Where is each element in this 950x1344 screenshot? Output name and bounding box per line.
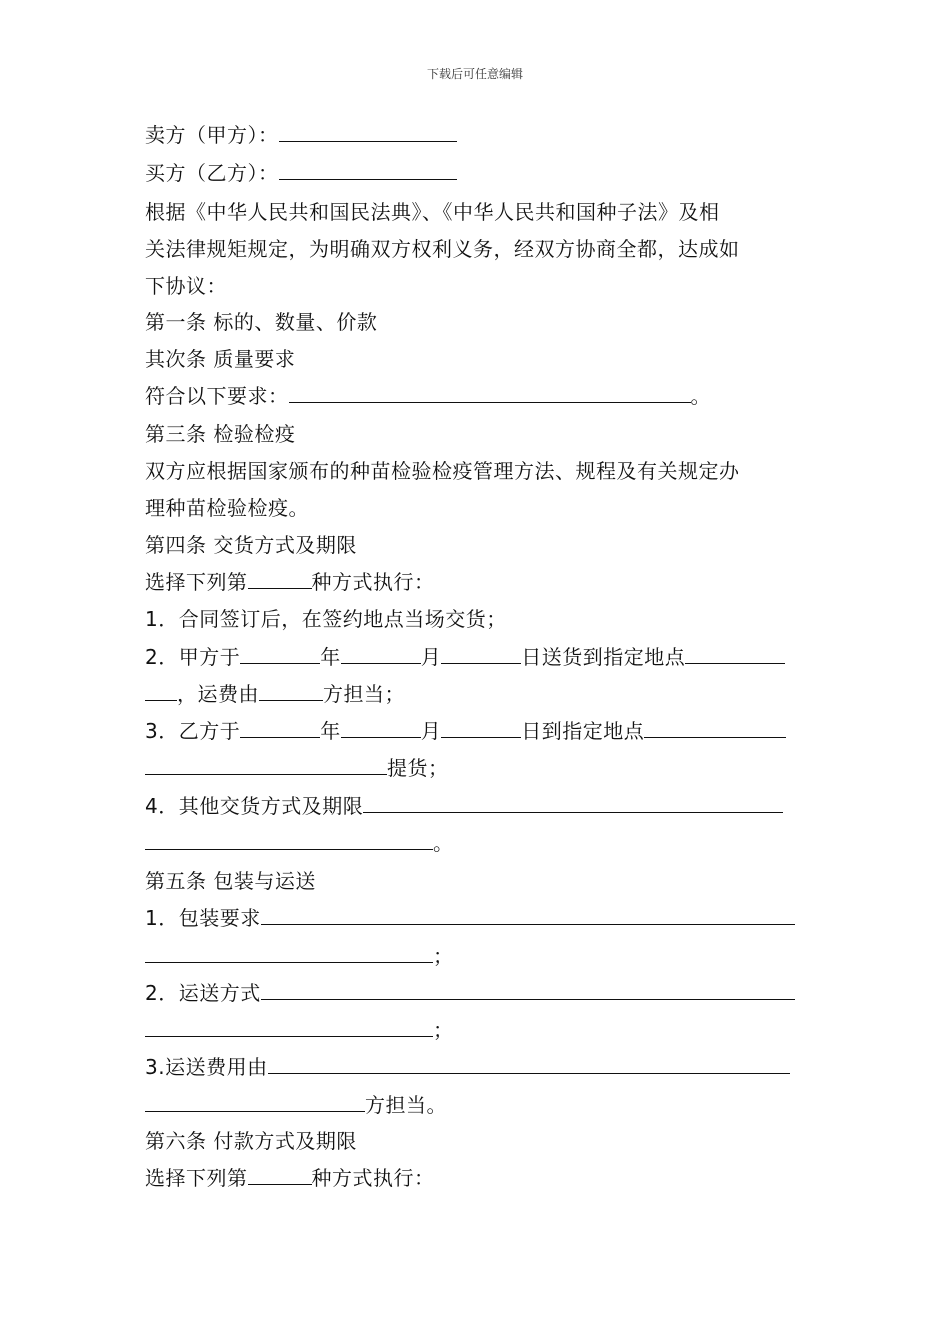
article-2-title: 其次条 质量要求 xyxy=(145,347,296,371)
month-label-2: 月 xyxy=(420,719,442,743)
delivery-choice-blank[interactable] xyxy=(248,570,312,589)
preamble-line-2: 关法律规矩规定，为明确双方权利义务，经双方协商全都，达成如 xyxy=(145,237,740,261)
delivery-option-3 xyxy=(145,718,786,744)
option-2-place-blank-cont[interactable] xyxy=(145,682,177,701)
delivery-option-4 xyxy=(145,793,783,819)
transport-fee-label: 3.运送费用由 xyxy=(145,1055,268,1079)
buyer-line xyxy=(145,160,457,186)
option-2-place-blank[interactable] xyxy=(685,645,785,664)
option-2-place-label: 日送货到指定地点 xyxy=(521,645,686,669)
delivery-option-2 xyxy=(145,644,785,670)
transport-fee-end: 方担当。 xyxy=(365,1093,447,1117)
buyer-label: 买方（乙方）： xyxy=(145,161,279,185)
freight-label: ，运费由 xyxy=(177,682,259,706)
seller-label: 卖方（甲方）： xyxy=(145,123,279,147)
option-3-place-label: 日到指定地点 xyxy=(521,719,645,743)
option-3-month-blank[interactable] xyxy=(341,719,421,738)
packaging-blank[interactable] xyxy=(261,906,795,925)
option-2-month-blank[interactable] xyxy=(341,645,421,664)
seller-line xyxy=(145,122,457,148)
packaging-label: 1．包装要求 xyxy=(145,906,261,930)
option-3-year-blank[interactable] xyxy=(240,719,320,738)
delivery-option-1: 1．合同签订后，在签约地点当场交货； xyxy=(145,607,507,631)
transport-line xyxy=(145,980,795,1006)
preamble-line-3: 下协议： xyxy=(145,274,227,298)
pickup-label: 提货； xyxy=(387,756,449,780)
option-2-year-blank[interactable] xyxy=(240,645,320,664)
article-3-title: 第三条 检验检疫 xyxy=(145,422,296,446)
option-4-blank[interactable] xyxy=(363,794,783,813)
delivery-option-2-cont xyxy=(145,681,405,707)
option-3-place-blank[interactable] xyxy=(644,719,786,738)
article-4-title: 第四条 交货方式及期限 xyxy=(145,533,357,557)
transport-end: ； xyxy=(433,1018,454,1042)
delivery-choice-end: 种方式执行： xyxy=(311,570,435,594)
freight-end: 方担当； xyxy=(323,682,405,706)
option-2-label: 2．甲方于 xyxy=(145,645,241,669)
delivery-choice-label: 选择下列第 xyxy=(145,570,248,594)
option-2-day-blank[interactable] xyxy=(441,645,521,664)
transport-fee-line-cont xyxy=(145,1092,447,1118)
quality-end: 。 xyxy=(690,384,711,408)
option-4-label: 4．其他交货方式及期限 xyxy=(145,794,364,818)
transport-line-cont xyxy=(145,1017,454,1043)
inspection-line-1: 双方应根据国家颁布的种苗检验检疫管理方法、规程及有关规定办 xyxy=(145,459,740,483)
option-3-day-blank[interactable] xyxy=(441,719,521,738)
buyer-blank[interactable] xyxy=(279,161,457,180)
seller-blank[interactable] xyxy=(279,123,457,142)
packaging-end: ； xyxy=(433,944,454,968)
quality-blank[interactable] xyxy=(289,384,691,403)
inspection-line-2: 理种苗检验检疫。 xyxy=(145,496,309,520)
option-3-label: 3．乙方于 xyxy=(145,719,241,743)
option-3-place-blank-cont[interactable] xyxy=(145,756,387,775)
option-4-end: 。 xyxy=(433,831,454,855)
payment-choice-blank[interactable] xyxy=(248,1166,312,1185)
transport-label: 2．运送方式 xyxy=(145,981,261,1005)
transport-fee-blank[interactable] xyxy=(268,1055,790,1074)
article-6-title: 第六条 付款方式及期限 xyxy=(145,1129,357,1153)
transport-fee-line xyxy=(145,1054,790,1080)
transport-blank-cont[interactable] xyxy=(145,1018,433,1037)
payment-choice-end: 种方式执行： xyxy=(311,1166,435,1190)
freight-party-blank[interactable] xyxy=(259,682,323,701)
year-label-2: 年 xyxy=(320,719,341,743)
delivery-option-3-cont xyxy=(145,755,449,781)
article-1-title: 第一条 标的、数量、价款 xyxy=(145,310,378,334)
month-label: 月 xyxy=(420,645,442,669)
quality-label: 符合以下要求： xyxy=(145,384,289,408)
delivery-choice-line xyxy=(145,569,435,595)
payment-choice-line xyxy=(145,1165,435,1191)
year-label: 年 xyxy=(320,645,341,669)
page-header: 下载后可任意编辑 xyxy=(426,67,523,81)
packaging-line xyxy=(145,905,795,931)
transport-fee-blank-cont[interactable] xyxy=(145,1093,365,1112)
quality-line xyxy=(145,383,711,409)
transport-blank[interactable] xyxy=(261,981,795,1000)
packaging-blank-cont[interactable] xyxy=(145,944,433,963)
article-5-title: 第五条 包装与运送 xyxy=(145,869,316,893)
preamble-line-1: 根据《中华人民共和国民法典》、《中华人民共和国种子法》及相 xyxy=(145,200,720,224)
delivery-option-4-cont xyxy=(145,830,454,856)
packaging-line-cont xyxy=(145,943,454,969)
option-4-blank-cont[interactable] xyxy=(145,831,433,850)
payment-choice-label: 选择下列第 xyxy=(145,1166,248,1190)
